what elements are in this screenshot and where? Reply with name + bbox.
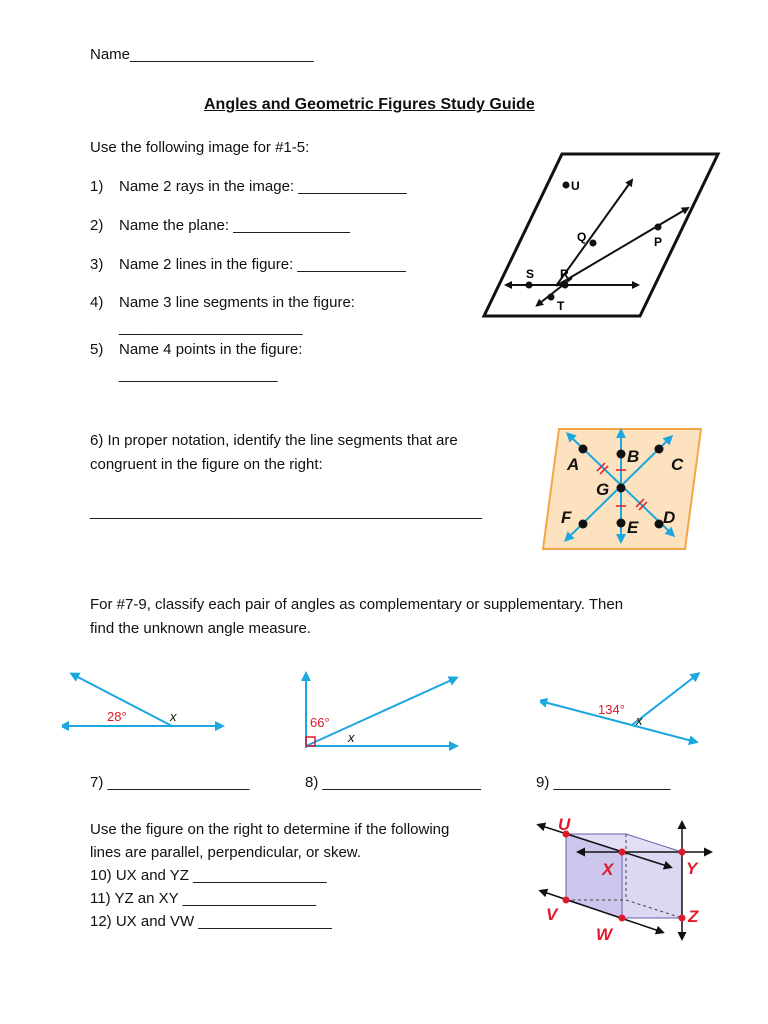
point-t [548,294,555,301]
plane-figure [478,148,724,323]
angle-7-measure: 28° [107,709,127,724]
question-number: 3) [90,256,104,273]
label-d: D [663,508,676,527]
answer-line-4[interactable]: ______________________ [119,319,303,336]
question-11[interactable]: 11) YZ an XY ________________ [90,890,317,907]
question-12[interactable]: 12) UX and VW ________________ [90,913,332,930]
section4-line2: lines are parallel, perpendicular, or skew. [90,844,361,861]
point-q [590,240,597,247]
label-z: Z [688,907,699,926]
label-q: Q [577,230,587,244]
question-number: 2) [90,217,104,234]
angle-7-unknown: x [170,709,177,724]
answer-line: ___________________ [322,774,482,791]
answer-9[interactable] [536,773,670,793]
section1-intro: Use the following image for #1-5: [90,139,310,156]
question-2 [90,216,351,236]
point-g [617,484,626,493]
label-p: P [654,235,663,249]
congruent-figure [541,425,703,553]
question-5 [90,340,303,360]
point-r [562,282,569,289]
angle-figure-8 [296,668,464,756]
label-a: A [567,455,580,474]
label-t: T [557,299,565,313]
section3-line2: find the unknown angle measure. [90,620,311,637]
question-6-line2: congruent in the figure on the right: [90,456,323,473]
answer-line: _________________ [107,774,250,791]
angle-8-ray-slant [306,678,456,746]
question-number: 5) [90,341,104,358]
label-v: V [546,905,558,924]
label-g: G [596,480,610,499]
question-text[interactable]: Name the plane: ______________ [119,217,351,234]
angle-figure-9 [540,668,706,748]
question-text: Name 3 line segments in the figure: [119,294,355,311]
question-1 [90,177,407,197]
point-z [679,915,686,922]
question-text[interactable]: Name 2 lines in the figure: _____________ [119,256,406,273]
label-f: F [561,508,572,527]
line-t [540,278,572,303]
question-number: 1) [90,178,104,195]
point-x [619,849,626,856]
point-e [617,519,626,528]
question-4 [90,293,355,313]
angle-8-unknown: x [348,730,355,745]
question-10[interactable]: 10) UX and YZ ________________ [90,867,327,884]
question-text: Name 4 points in the figure: [119,341,303,358]
section4-line1: Use the figure on the right to determine if the following [90,821,450,838]
question-text[interactable]: Name 2 rays in the image: _____________ [119,178,407,195]
label-w: W [596,925,613,944]
question-6-line1: 6) In proper notation, identify the line segments that are [90,432,458,449]
label-x: X [602,860,614,879]
answer-number: 8) [305,774,319,791]
answer-line-6[interactable]: _______________________________________________ [90,503,483,520]
answer-8[interactable] [305,773,481,793]
point-w [619,915,626,922]
angle-9-unknown: x [636,713,643,728]
point-v [563,897,570,904]
label-y: Y [686,859,698,878]
question-3 [90,255,406,275]
point-f [579,520,588,529]
name-line[interactable]: Name______________________ [90,46,314,63]
point-y [679,849,686,856]
plane-outline [484,154,718,316]
point-p [655,224,662,231]
cube-figure [530,812,720,944]
angle-9-measure: 134° [598,702,625,717]
page-title: Angles and Geometric Figures Study Guide [204,96,535,113]
label-e: E [627,518,639,537]
question-number: 4) [90,294,104,311]
point-s [526,282,533,289]
label-b: B [627,447,640,466]
answer-number: 9) [536,774,550,791]
answer-7[interactable] [90,773,249,793]
label-r: R [560,267,569,281]
ray-rp [556,208,688,286]
label-s: S [526,267,535,281]
label-u: U [571,179,580,193]
label-u: U [558,815,571,834]
point-b [617,450,626,459]
point-a [579,445,588,454]
answer-line: ______________ [553,774,671,791]
angle-8-measure: 66° [310,715,330,730]
section3-line1: For #7-9, classify each pair of angles as complementary or supplementary. Then [90,596,624,613]
answer-number: 7) [90,774,104,791]
point-u [563,182,570,189]
answer-line-5[interactable]: ___________________ [119,366,278,383]
label-c: C [671,455,684,474]
point-c [655,445,664,454]
angle-figure-7 [62,666,228,736]
